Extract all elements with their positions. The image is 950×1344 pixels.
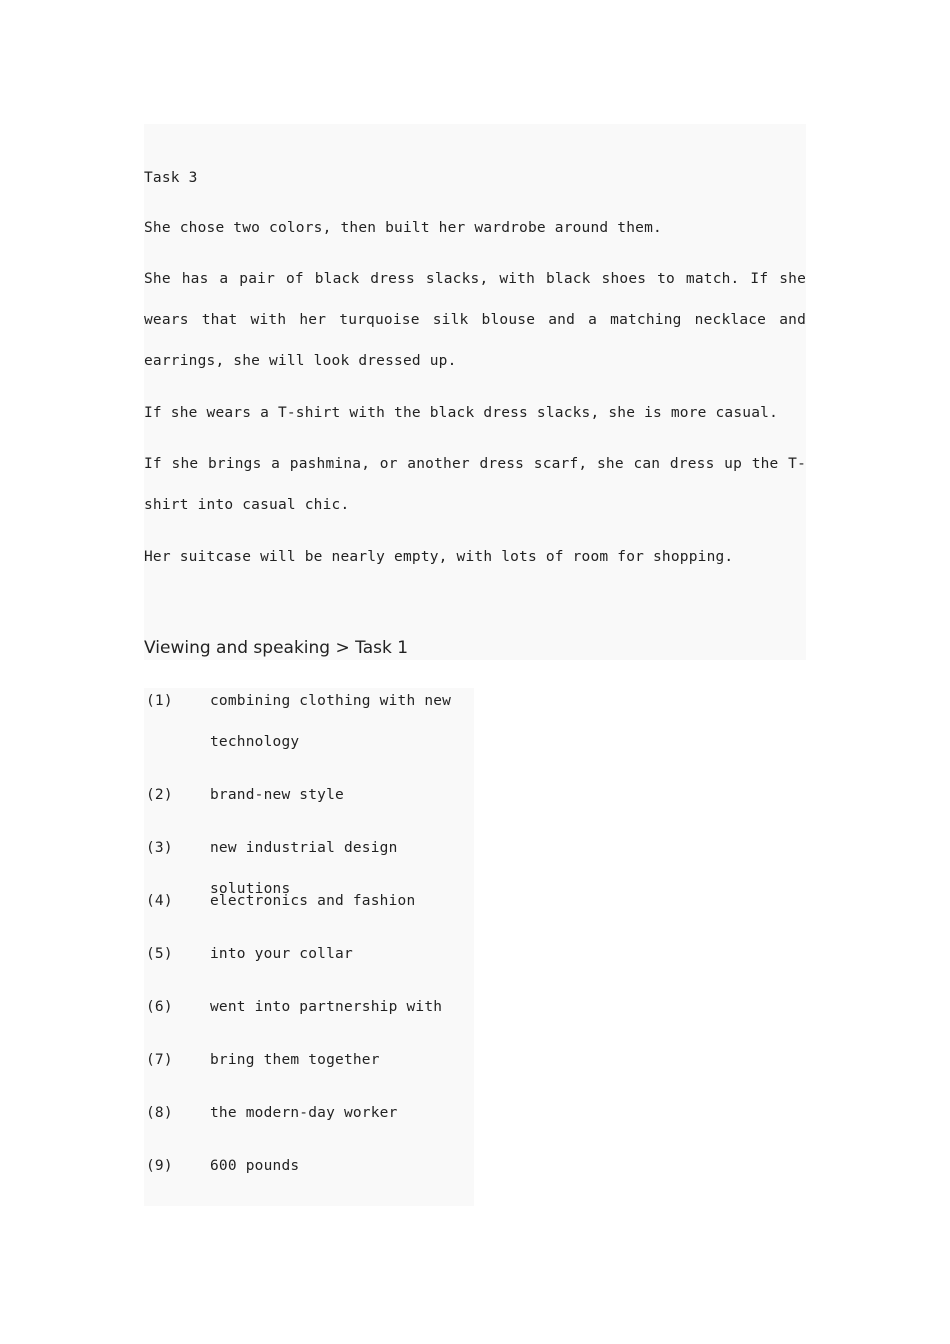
- list-item: [144, 881, 474, 922]
- item-text: into your collar: [210, 946, 353, 962]
- item-number: (2): [146, 787, 173, 803]
- item-number: (1): [146, 693, 173, 709]
- item-number: (7): [146, 1052, 173, 1068]
- list-item: [144, 1146, 474, 1187]
- task3-paragraph-5: Her suitcase will be nearly empty, with lots of room for shopping.: [144, 549, 734, 565]
- task3-paragraph-1: She chose two colors, then built her wardrobe around them.: [144, 220, 662, 236]
- list-item: [144, 987, 474, 1028]
- task3-paragraph-3: If she wears a T-shirt with the black dress slacks, she is more casual.: [144, 405, 779, 421]
- item-text: 600 pounds: [210, 1158, 300, 1174]
- task3-section: [144, 124, 806, 660]
- item-text: new industrial design solutions: [210, 840, 398, 897]
- item-text: combining clothing with new technology: [210, 693, 452, 750]
- item-number: (4): [146, 893, 173, 909]
- item-text: brand-new style: [210, 787, 344, 803]
- item-number: (3): [146, 840, 173, 856]
- item-number: (5): [146, 946, 173, 962]
- answer-list: [144, 688, 474, 1206]
- item-number: (8): [146, 1105, 173, 1121]
- task3-title: Task 3: [144, 170, 198, 186]
- list-item: [144, 681, 474, 763]
- list-item: [144, 934, 474, 975]
- viewing-speaking-heading: Viewing and speaking > Task 1: [144, 638, 409, 658]
- list-item: [144, 1040, 474, 1081]
- task3-paragraph-2: She has a pair of black dress slacks, with black shoes to match. If she wears that with her turquoise silk blouse and a matching necklace and earrings, she will look dressed up.: [144, 271, 806, 369]
- task3-paragraph-4: If she brings a pashmina, or another dress scarf, she can dress up the T-shirt into casual chic.: [144, 456, 806, 513]
- item-text: bring them together: [210, 1052, 380, 1068]
- list-item: [144, 1093, 474, 1134]
- item-text: electronics and fashion: [210, 893, 416, 909]
- item-number: (9): [146, 1158, 173, 1174]
- list-item: [144, 775, 474, 816]
- item-number: (6): [146, 999, 173, 1015]
- item-text: went into partnership with: [210, 999, 443, 1015]
- item-text: the modern-day worker: [210, 1105, 398, 1121]
